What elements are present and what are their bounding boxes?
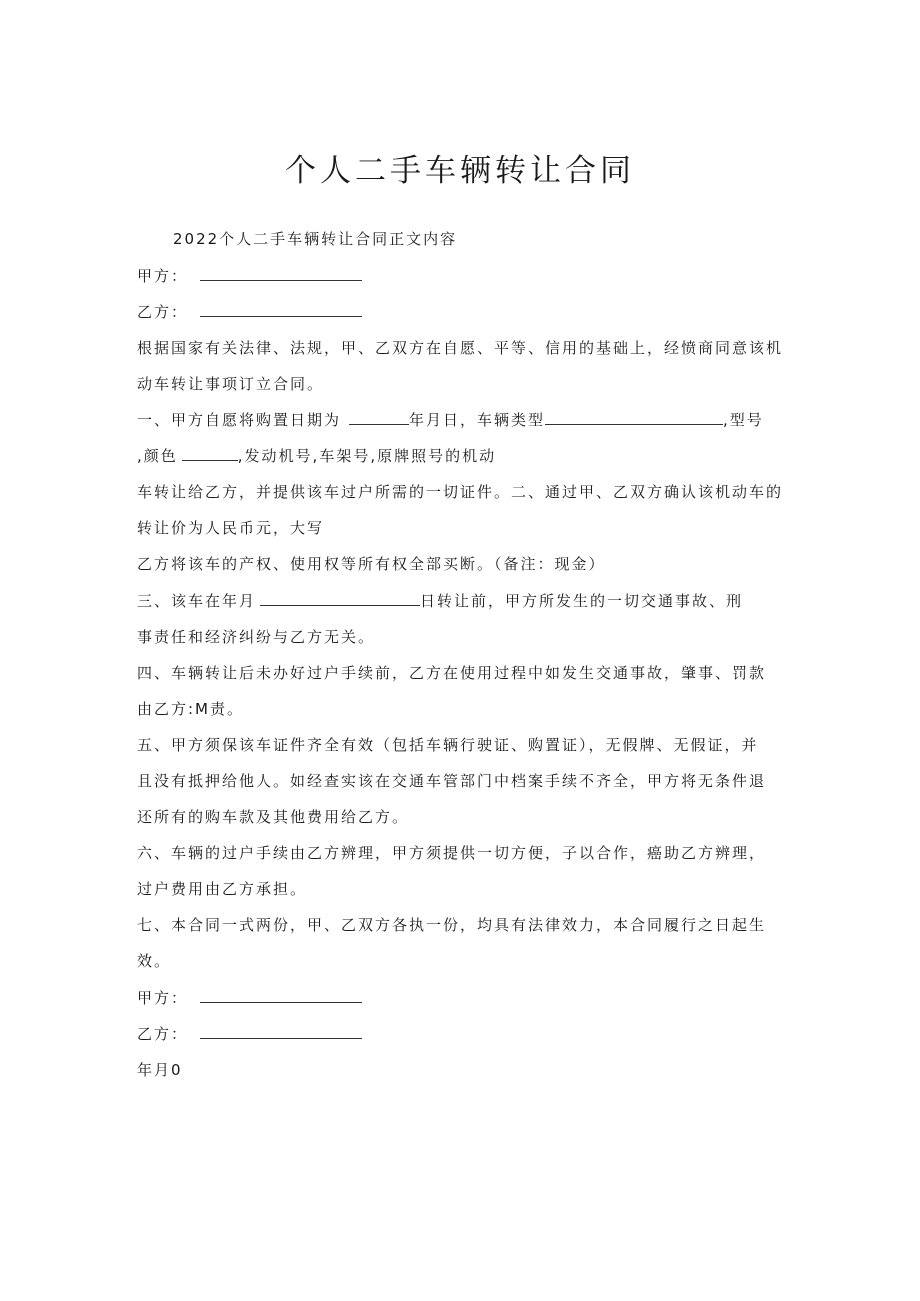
signature-party-a-label: 甲方： <box>137 989 189 1007</box>
document-title: 个人二手车辆转让合同 <box>285 153 635 189</box>
clause1-line3: 车转让给乙方，并提供该车过户所需的一切证件。二、通过甲、乙双方确认该机动车的 <box>137 483 784 501</box>
transfer-date-blank <box>260 591 420 606</box>
signature-party-a-line <box>137 988 362 1008</box>
party-a-line <box>137 266 362 286</box>
clause4-line2: 由乙方:M责。 <box>137 700 244 718</box>
clause2-line2: 转让价为人民币元，大写 <box>137 519 325 537</box>
clause4-line1: 四、车辆转让后未办好过户手续前，乙方在使用过程中如发生交通事故，肇事、罚款 <box>137 664 767 682</box>
color-blank <box>182 446 238 461</box>
clause3-line1 <box>137 591 743 611</box>
clause6-line1: 六、车辆的过户手续由乙方辨理，甲方须提供一切方便，子以合作，癌助乙方辨理， <box>137 844 767 862</box>
clause5-line1: 五、甲方须保该车证件齐全有效（包括车辆行驶证、购置证），无假牌、无假证，并 <box>137 736 759 754</box>
intro-line-1: 根据国家有关法律、法规，甲、乙双方在自愿、平等、信用的基础上，经愤商同意该机 <box>137 339 784 357</box>
clause1-part-e: ,发动机号,车架号,原牌照号的机动 <box>237 447 497 465</box>
intro-line-2: 动车转让事项订立合同。 <box>137 375 325 393</box>
party-b-blank <box>200 302 362 317</box>
party-a-label: 甲方： <box>137 267 189 285</box>
signature-party-a-blank <box>200 988 362 1003</box>
party-b-line <box>137 302 362 322</box>
clause1-line2 <box>137 446 496 466</box>
signature-party-b-label: 乙方： <box>137 1025 189 1043</box>
subtitle: 2022个人二手车辆转让合同正文内容 <box>173 230 458 248</box>
clause1-part-a: 一、甲方自愿将购置日期为 <box>137 411 342 429</box>
vehicle-type-blank <box>545 410 723 425</box>
clause2-line3: 乙方将该车的产权、使用权等所有权全部买断。（备注：现金） <box>137 555 606 573</box>
date-line: 年月0 <box>137 1061 183 1079</box>
clause3-line2: 事责任和经济纠纷与乙方无关。 <box>137 628 376 646</box>
purchase-date-blank <box>349 410 409 425</box>
party-b-label: 乙方： <box>137 303 189 321</box>
clause1-line1 <box>137 410 764 430</box>
clause1-part-c: ,型号 <box>723 411 764 429</box>
signature-party-b-line <box>137 1024 362 1044</box>
clause3-part-b: 日转让前，甲方所发生的一切交通事故、刑 <box>420 592 744 610</box>
clause7-line2: 效。 <box>137 952 172 970</box>
party-a-blank <box>200 266 362 281</box>
clause5-line2: 且没有抵押给他人。如经查实该在交通车管部门中档案手续不齐全，甲方将无条件退 <box>137 772 767 790</box>
clause3-part-a: 三、该车在年月 <box>137 592 257 610</box>
clause5-line3: 还所有的购车款及其他费用给乙方。 <box>137 808 410 826</box>
clause1-part-d: ,颜色 <box>137 447 178 465</box>
clause6-line2: 过户费用由乙方承担。 <box>137 880 308 898</box>
signature-party-b-blank <box>200 1024 362 1039</box>
clause1-part-b: 年月日，车辆类型 <box>409 411 546 429</box>
clause7-line1: 七、本合同一式两份，甲、乙双方各执一份，均具有法律效力，本合同履行之日起生 <box>137 916 767 934</box>
